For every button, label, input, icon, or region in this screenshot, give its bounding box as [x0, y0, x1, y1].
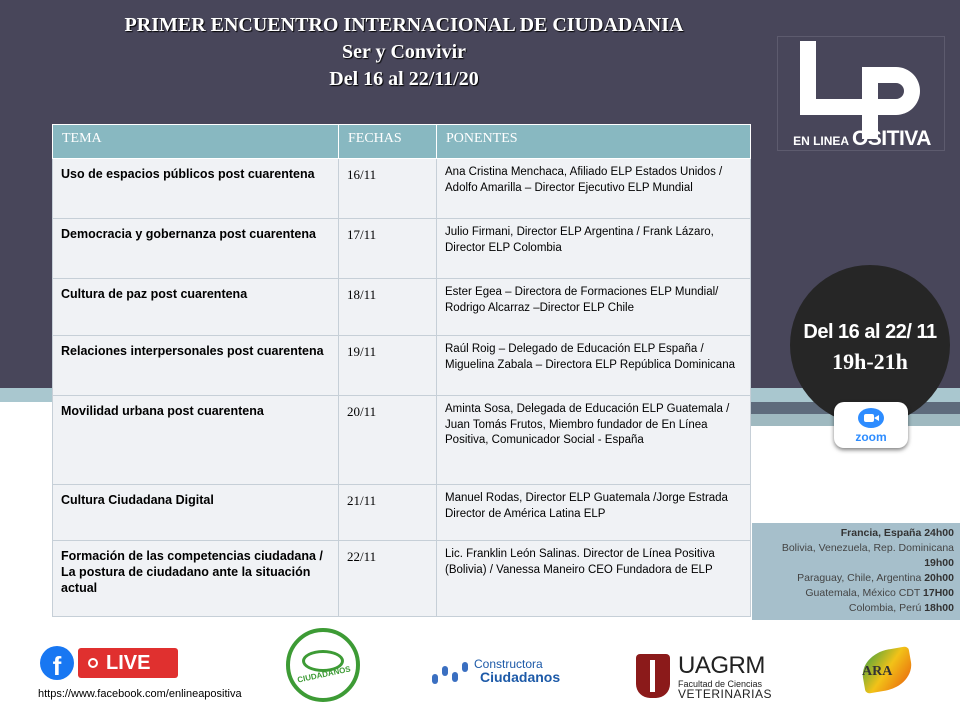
timezone-entry: Paraguay, Chile, Argentina 20h00 [797, 572, 954, 584]
fecha-cell: 22/11 [339, 541, 437, 617]
ponentes-cell: Ester Egea – Directora de Formaciones ELP Mundial/ Rodrigo Alcarraz –Director ELP Chile [437, 279, 751, 336]
timezone-entry: Bolivia, Venezuela, Rep. Dominicana 19h00 [781, 542, 954, 569]
title-line-3: Del 16 al 22/11/20 [329, 68, 479, 90]
timezone-entry: Francia, España 24h00 [840, 527, 954, 539]
tema-cell: Formación de las competencias ciudadana / La postura de ciudadano ante la situación actual [53, 541, 339, 617]
constructora-ciudadanos-logo: Constructora Ciudadanos [430, 654, 565, 688]
ciudadanos-logo: CIUDADANOS [286, 628, 364, 706]
column-header-fechas: FECHAS [339, 125, 437, 159]
facebook-icon: f [40, 646, 74, 680]
tema-cell: Movilidad urbana post cuarentena [53, 396, 339, 485]
column-header-tema: TEMA [53, 125, 339, 159]
tema-cell: Cultura Ciudadana Digital [53, 485, 339, 541]
logo-text: EN LINEA OSITIVA [793, 127, 931, 150]
ponentes-cell: Manuel Rodas, Director ELP Guatemala /Jorge Estrada Director de América Latina ELP [437, 485, 751, 541]
fecha-cell: 19/11 [339, 336, 437, 396]
ponentes-cell: Julio Firmani, Director ELP Argentina / Frank Lázaro, Director ELP Colombia [437, 219, 751, 279]
event-title [0, 12, 808, 93]
zoom-camera-icon [858, 408, 884, 428]
zoom-button[interactable] [834, 402, 908, 448]
tema-cell: Relaciones interpersonales post cuarentena [53, 336, 339, 396]
ponentes-cell: Aminta Sosa, Delegada de Educación ELP Guatemala / Juan Tomás Frutos, Miembro fundador de En Línea Positiva, Comunicador Social - España [437, 396, 751, 485]
live-dot-icon [88, 658, 98, 668]
schedule-table [52, 124, 751, 617]
table-row [53, 336, 751, 396]
timezone-box [752, 523, 960, 620]
live-badge: LIVE [78, 648, 178, 678]
title-line-1: PRIMER ENCUENTRO INTERNACIONAL DE CIUDADANIA [124, 14, 684, 36]
ara-logo: ARA [850, 648, 916, 704]
fecha-cell: 18/11 [339, 279, 437, 336]
uagrm-emblem-icon [636, 654, 670, 698]
tema-cell: Uso de espacios públicos post cuarentena [53, 159, 339, 219]
fecha-cell: 17/11 [339, 219, 437, 279]
badge-hours: 19h-21h [832, 349, 908, 374]
table-header-row [53, 125, 751, 159]
event-dates-badge [790, 265, 950, 425]
table-row [53, 541, 751, 617]
timezone-entry: Guatemala, México CDT 17H00 [805, 587, 954, 599]
ponentes-cell: Lic. Franklin León Salinas. Director de Línea Positiva (Bolivia) / Vanessa Maneiro CEO Fundadora de ELP [437, 541, 751, 617]
badge-dates: Del 16 al 22/ 11 [803, 321, 937, 343]
table-row [53, 279, 751, 336]
table-row [53, 159, 751, 219]
tema-cell: Cultura de paz post cuarentena [53, 279, 339, 336]
en-linea-positiva-logo [777, 36, 945, 151]
ponentes-cell: Ana Cristina Menchaca, Afiliado ELP Estados Unidos / Adolfo Amarilla – Director Ejecutivo ELP Mundial [437, 159, 751, 219]
table-row [53, 219, 751, 279]
title-line-2: Ser y Convivir [341, 41, 467, 63]
facebook-url-link[interactable]: https://www.facebook.com/enlineapositiva [38, 688, 242, 700]
table-row [53, 396, 751, 485]
zoom-label: zoom [855, 430, 887, 444]
uagrm-logo: UAGRM Facultad de Ciencias VETERINARIAS [636, 652, 776, 704]
fecha-cell: 16/11 [339, 159, 437, 219]
column-header-ponentes: PONENTES [437, 125, 751, 159]
tema-cell: Democracia y gobernanza post cuarentena [53, 219, 339, 279]
fecha-cell: 20/11 [339, 396, 437, 485]
ponentes-cell: Raúl Roig – Delegado de Educación ELP España / Miguelina Zabala – Directora ELP República Dominicana [437, 336, 751, 396]
fecha-cell: 21/11 [339, 485, 437, 541]
table-row [53, 485, 751, 541]
timezone-entry: Colombia, Perú 18h00 [848, 602, 954, 614]
